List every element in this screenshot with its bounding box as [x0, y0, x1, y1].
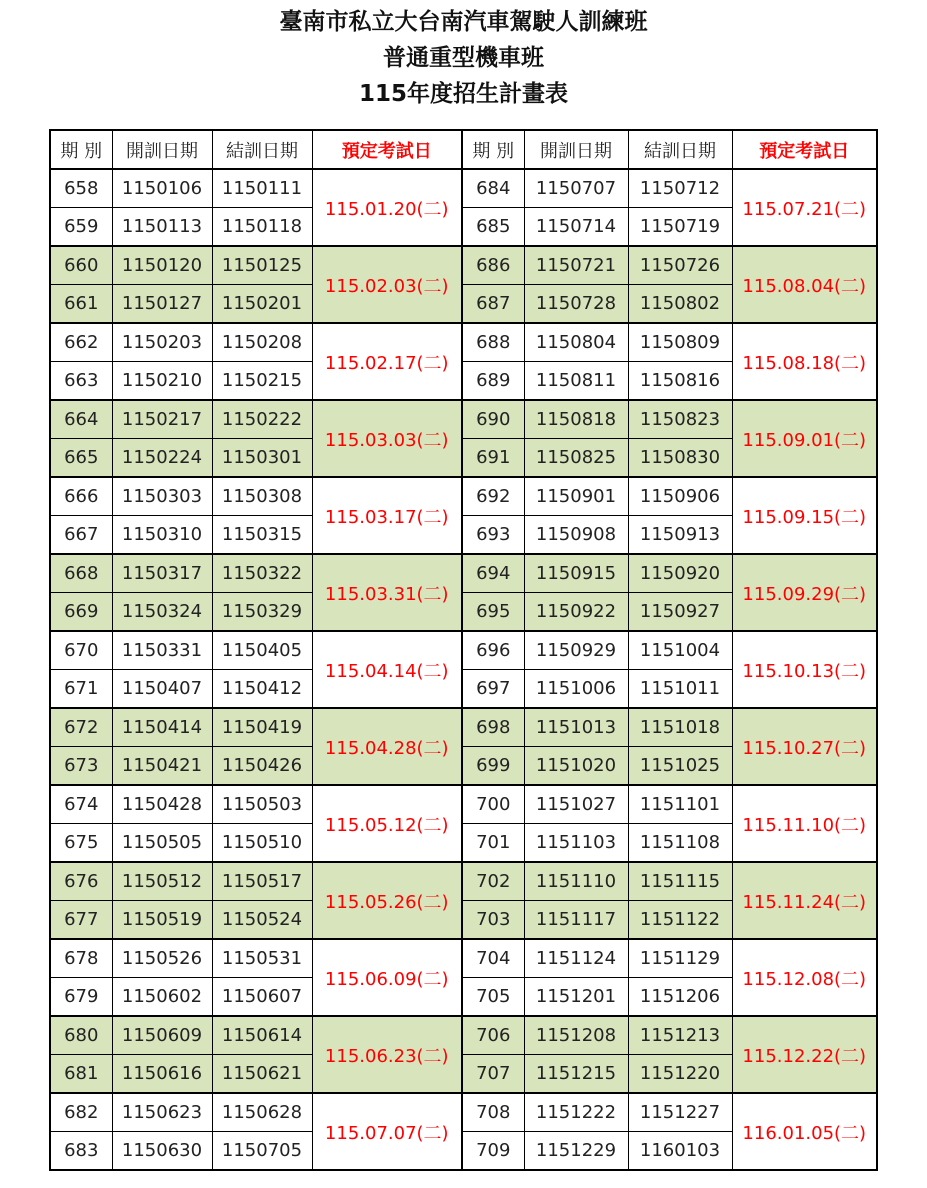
exam-date-cell: 115.03.31(二) [312, 554, 462, 631]
end-date-cell: 1150322 [212, 554, 312, 593]
start-date-cell: 1151201 [524, 978, 628, 1017]
end-date-cell: 1150405 [212, 631, 312, 670]
start-date-cell: 1150407 [112, 670, 212, 709]
start-date-cell: 1150331 [112, 631, 212, 670]
end-date-cell: 1150823 [628, 400, 732, 439]
term-cell: 666 [50, 477, 112, 516]
term-cell: 691 [462, 439, 524, 478]
term-cell: 670 [50, 631, 112, 670]
end-date-cell: 1150517 [212, 862, 312, 901]
end-date-cell: 1150118 [212, 208, 312, 247]
start-date-cell: 1150203 [112, 323, 212, 362]
term-cell: 699 [462, 747, 524, 786]
end-date-cell: 1150809 [628, 323, 732, 362]
start-date-cell: 1150303 [112, 477, 212, 516]
exam-date-cell: 115.09.29(二) [732, 554, 877, 631]
start-date-cell: 1150804 [524, 323, 628, 362]
exam-date-cell: 115.09.15(二) [732, 477, 877, 554]
term-cell: 673 [50, 747, 112, 786]
start-date-cell: 1150428 [112, 785, 212, 824]
start-date-cell: 1151006 [524, 670, 628, 709]
start-date-cell: 1150324 [112, 593, 212, 632]
term-cell: 672 [50, 708, 112, 747]
school-name: 臺南市私立大台南汽車駕駛人訓練班 [279, 9, 648, 35]
end-date-cell: 1150426 [212, 747, 312, 786]
end-date-cell: 1151213 [628, 1016, 732, 1055]
term-cell: 671 [50, 670, 112, 709]
end-date-cell: 1150125 [212, 246, 312, 285]
exam-date-cell: 115.02.03(二) [312, 246, 462, 323]
start-date-cell: 1150127 [112, 285, 212, 324]
table-row [50, 246, 877, 285]
exam-date-cell: 115.10.13(二) [732, 631, 877, 708]
term-cell: 692 [462, 477, 524, 516]
end-date-cell: 1150315 [212, 516, 312, 555]
term-cell: 660 [50, 246, 112, 285]
schedule-body [50, 169, 877, 1170]
term-cell: 685 [462, 208, 524, 247]
end-date-cell: 1150308 [212, 477, 312, 516]
start-date-cell: 1150922 [524, 593, 628, 632]
start-date-cell: 1150915 [524, 554, 628, 593]
end-date-cell: 1150830 [628, 439, 732, 478]
start-date-cell: 1150317 [112, 554, 212, 593]
end-date-cell: 1151108 [628, 824, 732, 863]
end-date-cell: 1150208 [212, 323, 312, 362]
start-date-cell: 1151020 [524, 747, 628, 786]
end-date-cell: 1150222 [212, 400, 312, 439]
end-date-cell: 1151129 [628, 939, 732, 978]
end-date-cell: 1150802 [628, 285, 732, 324]
start-date-cell: 1150421 [112, 747, 212, 786]
table-row [50, 1016, 877, 1055]
term-cell: 668 [50, 554, 112, 593]
start-date-cell: 1150113 [112, 208, 212, 247]
start-date-cell: 1150512 [112, 862, 212, 901]
term-cell: 677 [50, 901, 112, 940]
end-date-cell: 1150215 [212, 362, 312, 401]
term-cell: 702 [462, 862, 524, 901]
header-exam-date: 預定考試日 [312, 130, 462, 169]
start-date-cell: 1150120 [112, 246, 212, 285]
end-date-cell: 1150607 [212, 978, 312, 1017]
start-date-cell: 1150609 [112, 1016, 212, 1055]
start-date-cell: 1151215 [524, 1055, 628, 1094]
exam-date-cell: 115.04.28(二) [312, 708, 462, 785]
start-date-cell: 1151124 [524, 939, 628, 978]
start-date-cell: 1150414 [112, 708, 212, 747]
end-date-cell: 1150201 [212, 285, 312, 324]
start-date-cell: 1150728 [524, 285, 628, 324]
end-date-cell: 1150712 [628, 169, 732, 208]
plan-title: 115年度招生計畫表 [358, 81, 568, 107]
exam-date-cell: 115.03.17(二) [312, 477, 462, 554]
term-cell: 683 [50, 1132, 112, 1171]
start-date-cell: 1150811 [524, 362, 628, 401]
term-cell: 690 [462, 400, 524, 439]
start-date-cell: 1150505 [112, 824, 212, 863]
start-date-cell: 1150526 [112, 939, 212, 978]
table-row [50, 323, 877, 362]
start-date-cell: 1150224 [112, 439, 212, 478]
term-cell: 695 [462, 593, 524, 632]
end-date-cell: 1150503 [212, 785, 312, 824]
start-date-cell: 1150901 [524, 477, 628, 516]
table-row [50, 477, 877, 516]
end-date-cell: 1150614 [212, 1016, 312, 1055]
header-exam-date: 預定考試日 [732, 130, 877, 169]
end-date-cell: 1151115 [628, 862, 732, 901]
end-date-cell: 1150510 [212, 824, 312, 863]
term-cell: 698 [462, 708, 524, 747]
start-date-cell: 1150106 [112, 169, 212, 208]
document-header [0, 4, 927, 112]
class-name: 普通重型機車班 [383, 45, 544, 71]
end-date-cell: 1150628 [212, 1093, 312, 1132]
end-date-cell: 1151227 [628, 1093, 732, 1132]
end-date-cell: 1150329 [212, 593, 312, 632]
term-cell: 707 [462, 1055, 524, 1094]
exam-date-cell: 115.07.21(二) [732, 169, 877, 246]
term-cell: 687 [462, 285, 524, 324]
term-cell: 669 [50, 593, 112, 632]
end-date-cell: 1150913 [628, 516, 732, 555]
end-date-cell: 1150726 [628, 246, 732, 285]
start-date-cell: 1150310 [112, 516, 212, 555]
start-date-cell: 1150714 [524, 208, 628, 247]
start-date-cell: 1150818 [524, 400, 628, 439]
start-date-cell: 1150908 [524, 516, 628, 555]
exam-date-cell: 115.06.23(二) [312, 1016, 462, 1093]
term-cell: 708 [462, 1093, 524, 1132]
header-start-date: 開訓日期 [112, 130, 212, 169]
end-date-cell: 1150927 [628, 593, 732, 632]
term-cell: 705 [462, 978, 524, 1017]
start-date-cell: 1150929 [524, 631, 628, 670]
end-date-cell: 1150621 [212, 1055, 312, 1094]
header-end-date: 結訓日期 [628, 130, 732, 169]
exam-date-cell: 116.01.05(二) [732, 1093, 877, 1170]
table-row [50, 862, 877, 901]
term-cell: 667 [50, 516, 112, 555]
table-row [50, 1093, 877, 1132]
end-date-cell: 1150111 [212, 169, 312, 208]
exam-date-cell: 115.01.20(二) [312, 169, 462, 246]
exam-date-cell: 115.05.12(二) [312, 785, 462, 862]
term-cell: 689 [462, 362, 524, 401]
start-date-cell: 1150825 [524, 439, 628, 478]
exam-date-cell: 115.10.27(二) [732, 708, 877, 785]
term-cell: 709 [462, 1132, 524, 1171]
table-row [50, 400, 877, 439]
term-cell: 693 [462, 516, 524, 555]
start-date-cell: 1151110 [524, 862, 628, 901]
exam-date-cell: 115.08.04(二) [732, 246, 877, 323]
table-row [50, 785, 877, 824]
start-date-cell: 1151013 [524, 708, 628, 747]
start-date-cell: 1150707 [524, 169, 628, 208]
start-date-cell: 1150602 [112, 978, 212, 1017]
table-row [50, 939, 877, 978]
end-date-cell: 1160103 [628, 1132, 732, 1171]
start-date-cell: 1150519 [112, 901, 212, 940]
end-date-cell: 1150531 [212, 939, 312, 978]
start-date-cell: 1151027 [524, 785, 628, 824]
end-date-cell: 1151018 [628, 708, 732, 747]
term-cell: 688 [462, 323, 524, 362]
end-date-cell: 1151025 [628, 747, 732, 786]
exam-date-cell: 115.02.17(二) [312, 323, 462, 400]
term-cell: 658 [50, 169, 112, 208]
term-cell: 675 [50, 824, 112, 863]
term-cell: 684 [462, 169, 524, 208]
exam-date-cell: 115.09.01(二) [732, 400, 877, 477]
end-date-cell: 1150920 [628, 554, 732, 593]
term-cell: 694 [462, 554, 524, 593]
term-cell: 697 [462, 670, 524, 709]
term-cell: 681 [50, 1055, 112, 1094]
exam-date-cell: 115.07.07(二) [312, 1093, 462, 1170]
end-date-cell: 1150719 [628, 208, 732, 247]
start-date-cell: 1150217 [112, 400, 212, 439]
term-cell: 676 [50, 862, 112, 901]
header-start-date: 開訓日期 [524, 130, 628, 169]
header-term: 期 別 [462, 130, 524, 169]
term-cell: 703 [462, 901, 524, 940]
start-date-cell: 1151117 [524, 901, 628, 940]
end-date-cell: 1150419 [212, 708, 312, 747]
exam-date-cell: 115.06.09(二) [312, 939, 462, 1016]
exam-date-cell: 115.04.14(二) [312, 631, 462, 708]
term-cell: 686 [462, 246, 524, 285]
end-date-cell: 1151004 [628, 631, 732, 670]
end-date-cell: 1151220 [628, 1055, 732, 1094]
header-end-date: 結訓日期 [212, 130, 312, 169]
exam-date-cell: 115.08.18(二) [732, 323, 877, 400]
term-cell: 704 [462, 939, 524, 978]
end-date-cell: 1150906 [628, 477, 732, 516]
start-date-cell: 1150721 [524, 246, 628, 285]
table-row [50, 631, 877, 670]
term-cell: 662 [50, 323, 112, 362]
start-date-cell: 1150630 [112, 1132, 212, 1171]
exam-date-cell: 115.11.24(二) [732, 862, 877, 939]
term-cell: 664 [50, 400, 112, 439]
start-date-cell: 1151222 [524, 1093, 628, 1132]
term-cell: 696 [462, 631, 524, 670]
term-cell: 706 [462, 1016, 524, 1055]
start-date-cell: 1150210 [112, 362, 212, 401]
table-row [50, 708, 877, 747]
start-date-cell: 1150623 [112, 1093, 212, 1132]
start-date-cell: 1151229 [524, 1132, 628, 1171]
end-date-cell: 1151206 [628, 978, 732, 1017]
term-cell: 665 [50, 439, 112, 478]
term-cell: 680 [50, 1016, 112, 1055]
table-row [50, 554, 877, 593]
term-cell: 701 [462, 824, 524, 863]
end-date-cell: 1151101 [628, 785, 732, 824]
term-cell: 678 [50, 939, 112, 978]
header-term: 期 別 [50, 130, 112, 169]
start-date-cell: 1151103 [524, 824, 628, 863]
exam-date-cell: 115.11.10(二) [732, 785, 877, 862]
end-date-cell: 1150301 [212, 439, 312, 478]
end-date-cell: 1151122 [628, 901, 732, 940]
exam-date-cell: 115.12.08(二) [732, 939, 877, 1016]
term-cell: 674 [50, 785, 112, 824]
term-cell: 661 [50, 285, 112, 324]
end-date-cell: 1150412 [212, 670, 312, 709]
start-date-cell: 1151208 [524, 1016, 628, 1055]
end-date-cell: 1150816 [628, 362, 732, 401]
end-date-cell: 1150524 [212, 901, 312, 940]
start-date-cell: 1150616 [112, 1055, 212, 1094]
end-date-cell: 1151011 [628, 670, 732, 709]
exam-date-cell: 115.05.26(二) [312, 862, 462, 939]
term-cell: 700 [462, 785, 524, 824]
term-cell: 682 [50, 1093, 112, 1132]
enrollment-schedule-table [49, 129, 878, 1171]
term-cell: 663 [50, 362, 112, 401]
term-cell: 679 [50, 978, 112, 1017]
exam-date-cell: 115.03.03(二) [312, 400, 462, 477]
end-date-cell: 1150705 [212, 1132, 312, 1171]
term-cell: 659 [50, 208, 112, 247]
exam-date-cell: 115.12.22(二) [732, 1016, 877, 1093]
header-row [50, 130, 877, 169]
table-row [50, 169, 877, 208]
